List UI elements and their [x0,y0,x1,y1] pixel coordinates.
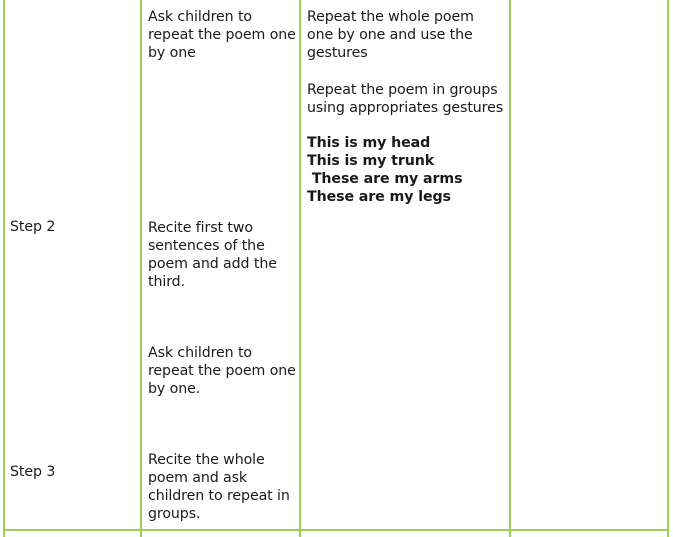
learner-activity-line: Repeat the poem in groups [307,82,498,98]
table-border-right [667,0,669,537]
teacher-activity-line: poem and ask [148,470,248,486]
teacher-activity-line: repeat the poem one [148,27,296,43]
teacher-activity-line: third. [148,274,185,290]
poem-line: This is my head [307,135,431,151]
table-border-left [3,0,5,537]
teacher-activity-line: by one. [148,381,201,397]
learner-activity-line: one by one and use the [307,27,473,43]
teacher-activity-line: repeat the poem one [148,363,296,379]
column-divider-2 [299,0,301,537]
learner-activity-line: gestures [307,45,368,61]
teacher-activity-line: groups. [148,506,201,522]
teacher-activity-line: by one [148,45,196,61]
column-divider-1 [140,0,142,537]
row-divider-bottom [3,529,669,531]
teacher-activity-line: Recite first two [148,220,253,236]
teacher-activity-line: Recite the whole [148,452,265,468]
poem-line: These are my arms [307,171,463,187]
poem-line: These are my legs [307,189,451,205]
learner-activity-line: using appropriates gestures [307,100,504,116]
teacher-activity-line: Ask children to [148,345,252,361]
learner-activity-line: Repeat the whole poem [307,9,474,25]
teacher-activity-line: children to repeat in [148,488,290,504]
step-3-label: Step 3 [10,464,56,480]
step-2-label: Step 2 [10,219,56,235]
column-divider-3 [509,0,511,537]
teacher-activity-line: poem and add the [148,256,277,272]
poem-line: This is my trunk [307,153,435,169]
teacher-activity-line: sentences of the [148,238,265,254]
teacher-activity-line: Ask children to [148,9,252,25]
